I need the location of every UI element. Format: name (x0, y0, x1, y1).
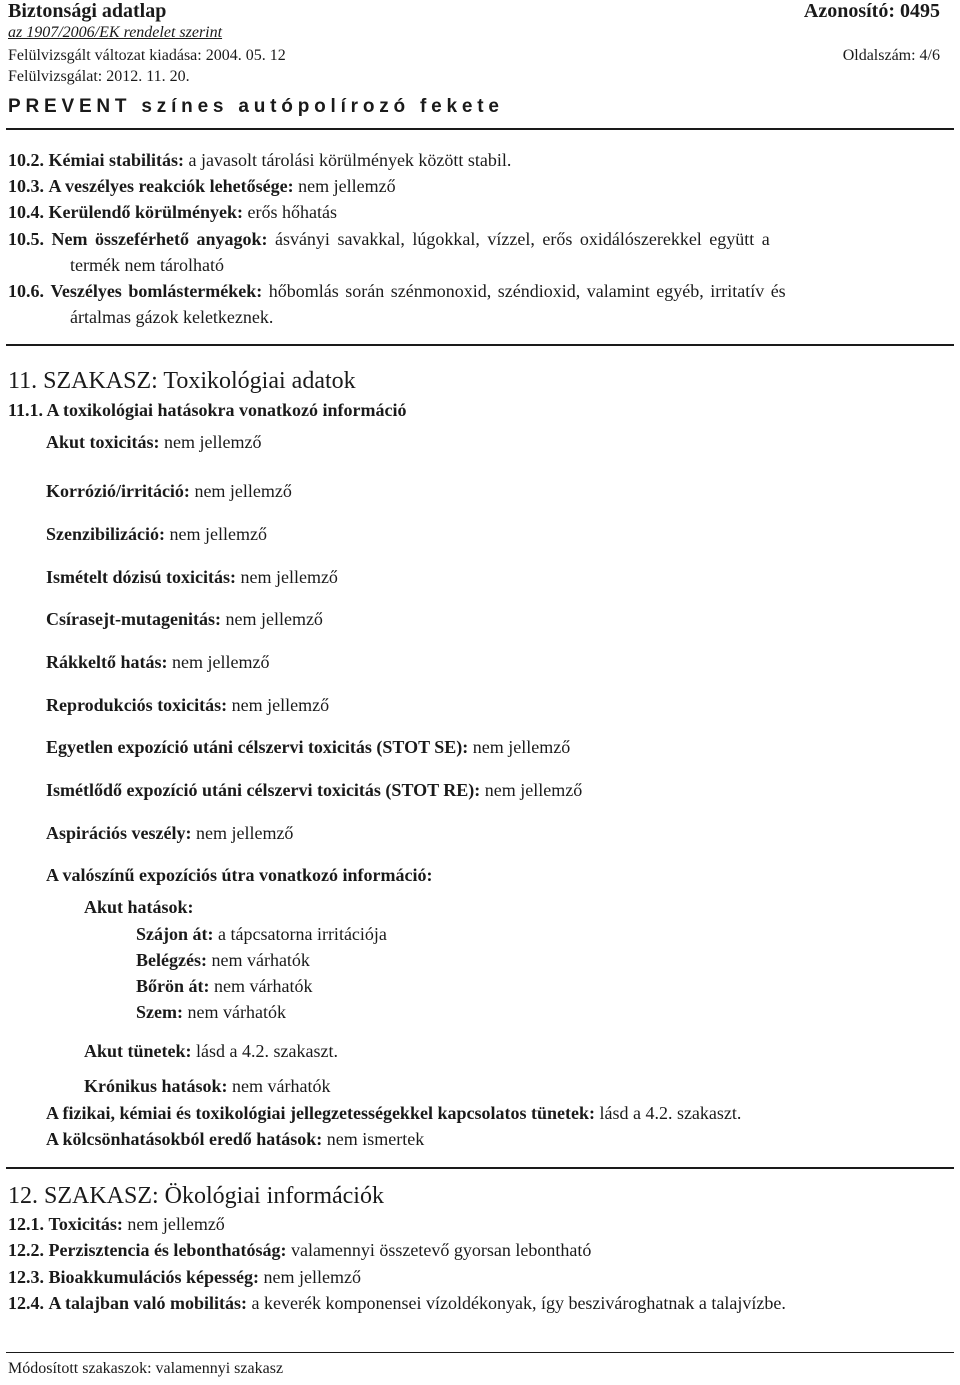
tox-item: Egyetlen expozíció utáni célszervi toxicitás (STOT SE): nem jellemző (46, 737, 571, 757)
route-item: Szájon át: a tápcsatorna irritációja (136, 924, 387, 944)
item-10-4: 10.4. Kerülendő körülmények: erős hőhatás (8, 202, 337, 222)
eco-item: 12.2. Perzisztencia és lebonthatóság: valamennyi összetevő gyorsan lebontható (8, 1240, 592, 1260)
tox-item: Csírasejt-mutagenitás: nem jellemző (46, 609, 323, 629)
tox-item: Reprodukciós toxicitás: nem jellemző (46, 695, 330, 715)
footer-note: Módosított szakaszok: valamennyi szakasz (8, 1360, 284, 1377)
item-10-5: 10.5. Nem összeférhető anyagok: ásványi savakkal, lúgokkal, vízzel, erős oxidálószerekkel együtt a (8, 229, 770, 249)
section-11-heading: 11. SZAKASZ: Toxikológiai adatok (8, 368, 356, 394)
eco-item: 12.4. A talajban való mobilitás: a keverék komponensei vízoldékonyak, így beszivároghatnak a talajvízbe. (8, 1293, 786, 1313)
item-10-5-cont: termék nem tárolható (70, 255, 224, 275)
symptoms-line: A fizikai, kémiai és toxikológiai jellegzetességekkel kapcsolatos tünetek: lásd a 4.2. szakaszt. (46, 1103, 742, 1123)
page-number: Oldalszám: 4/6 (842, 47, 940, 64)
tox-item: Rákkeltő hatás: nem jellemző (46, 652, 270, 672)
header-divider (6, 128, 954, 130)
tox-item: Ismétlődő expozíció utáni célszervi toxicitás (STOT RE): nem jellemző (46, 780, 583, 800)
acute-symptoms: Akut tünetek: lásd a 4.2. szakaszt. (84, 1041, 338, 1061)
interactions-line: A kölcsönhatásokból eredő hatások: nem ismertek (46, 1129, 425, 1149)
chronic-effects: Krónikus hatások: nem várhatók (84, 1076, 331, 1096)
product-name: PREVENT színes autópolírozó fekete (8, 96, 504, 117)
exposure-routes-heading: A valószínű expozíciós útra vonatkozó információ: (46, 865, 433, 885)
item-10-3: 10.3. A veszélyes reakciók lehetősége: nem jellemző (8, 176, 396, 196)
tox-item: Ismételt dózisú toxicitás: nem jellemző (46, 567, 338, 587)
document-id: Azonosító: 0495 (803, 0, 940, 22)
section-11-divider (6, 344, 954, 346)
footer-divider (6, 1352, 954, 1353)
tox-item: Akut toxicitás: nem jellemző (46, 432, 262, 452)
eco-item: 12.1. Toxicitás: nem jellemző (8, 1214, 225, 1234)
route-item: Szem: nem várhatók (136, 1002, 286, 1022)
subsection-11-1: 11.1. A toxikológiai hatásokra vonatkozó információ (8, 400, 407, 420)
item-10-6: 10.6. Veszélyes bomlástermékek: hőbomlás során szénmonoxid, széndioxid, valamint egyéb, irritatív és (8, 281, 786, 301)
tox-item: Aspirációs veszély: nem jellemző (46, 823, 294, 843)
route-item: Belégzés: nem várhatók (136, 950, 310, 970)
review-date: Felülvizsgálat: 2012. 11. 20. (8, 68, 190, 85)
section-12-heading: 12. SZAKASZ: Ökológiai információk (8, 1183, 384, 1209)
document-title: Biztonsági adatlap (8, 0, 167, 22)
item-10-2: 10.2. Kémiai stabilitás: a javasolt tárolási körülmények között stabil. (8, 150, 512, 170)
tox-item: Korrózió/irritáció: nem jellemző (46, 481, 292, 501)
eco-item: 12.3. Bioakkumulációs képesség: nem jellemző (8, 1267, 362, 1287)
acute-effects-heading: Akut hatások: (84, 897, 194, 917)
tox-item: Szenzibilizáció: nem jellemző (46, 524, 267, 544)
route-item: Bőrön át: nem várhatók (136, 976, 313, 996)
item-10-6-cont: ártalmas gázok keletkeznek. (70, 307, 274, 327)
regulation-subtitle: az 1907/2006/EK rendelet szerint (8, 24, 223, 41)
revision-line: Felülvizsgált változat kiadása: 2004. 05. 12 (8, 47, 286, 64)
section-12-divider (6, 1167, 954, 1169)
